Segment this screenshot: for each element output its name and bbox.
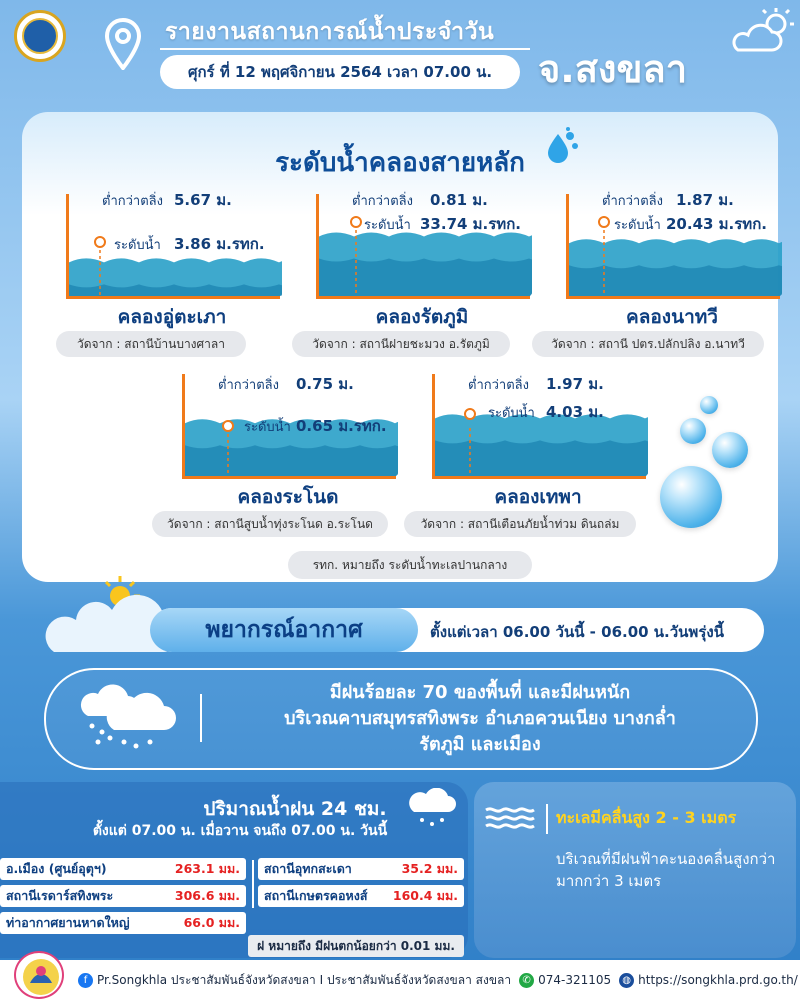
below-bank-label: ต่ำกว่าตลิ่ง — [218, 378, 279, 393]
station-source: วัดจาก : สถานี ปตร.ปลักปลิง อ.นาทวี — [532, 331, 764, 357]
level-value: 3.86 ม.รทก. — [174, 235, 265, 253]
station-source: วัดจาก : สถานีเตือนภัยน้ำท่วม ดินถล่ม — [404, 511, 636, 537]
below-bank-value: 0.81 ม. — [430, 191, 488, 209]
prd-logo — [14, 951, 64, 999]
station-source: วัดจาก : สถานีบ้านบางศาลา — [56, 331, 246, 357]
water-bubble-icon — [712, 432, 748, 468]
rainfall-station: อ.เมือง (ศูนย์อุตุฯ) — [6, 861, 107, 876]
location-pin-icon — [104, 18, 142, 70]
wave-separator — [546, 804, 548, 834]
level-value: 4.03 ม. — [546, 403, 604, 421]
water-splash-icon — [544, 126, 580, 166]
station-name: คลองรัตภูมิ — [375, 306, 469, 328]
provincial-seal-logo — [14, 10, 66, 62]
water-bubble-icon — [700, 396, 718, 414]
footer — [0, 960, 800, 1000]
forecast-line: บริเวณคาบสมุทรสทิงพระ อำเภอควนเนียง บางกล่ำ — [284, 708, 676, 729]
station-ranot — [178, 368, 408, 518]
rainfall-value: 306.6 มม. — [174, 888, 240, 903]
wave-title: ทะเลมีคลื่นสูง 2 - 3 เมตร — [556, 808, 737, 827]
water-bubble-icon — [660, 466, 722, 528]
rainfall-subtitle: ตั้งแต่ 07.00 น. เมื่อวาน จนถึง 07.00 น. วันนี้ — [92, 823, 388, 839]
rainfall-station: สถานีอุทกสะเดา — [264, 861, 352, 876]
level-label: ระดับน้ำ — [488, 406, 535, 421]
forecast-divider — [200, 694, 202, 742]
level-label: ระดับน้ำ — [614, 218, 661, 233]
station-name: คลองอู่ตะเภา — [117, 306, 227, 328]
forecast-line: มีฝนร้อยละ 70 ของพื้นที่ และมีฝนหนัก — [329, 682, 631, 703]
title-underline — [160, 48, 530, 50]
forecast-line: รัตภูมิ และเมือง — [419, 734, 541, 755]
level-marker — [223, 421, 233, 431]
station-rattaphum — [312, 188, 542, 338]
below-bank-label: ต่ำกว่าตลิ่ง — [352, 194, 413, 209]
station-name: คลองระโนด — [237, 486, 339, 508]
rtg-note: รทก. หมายถึง ระดับน้ำทะเลปานกลาง — [288, 551, 532, 579]
phone-icon: ✆ — [519, 973, 534, 988]
station-source: วัดจาก : สถานีสูบน้ำทุ่งระโนด อ.ระโนด — [152, 511, 388, 537]
footer-facebook[interactable]: Pr.Songkhla ประชาสัมพันธ์จังหวัดสงขลา I ประชาสัมพันธ์จังหวัดสงขลา สงขลา — [97, 972, 512, 987]
rainfall-value: 66.0 มม. — [183, 915, 240, 930]
rainfall-title: ปริมาณน้ำฝน 24 ชม. — [203, 798, 387, 820]
level-label: ระดับน้ำ — [114, 238, 161, 253]
below-bank-value: 0.75 ม. — [296, 375, 354, 393]
below-bank-label: ต่ำกว่าตลิ่ง — [468, 378, 529, 393]
rainfall-value: 160.4 มม. — [392, 888, 458, 903]
level-chart — [428, 368, 648, 480]
rainfall-row — [0, 912, 246, 934]
rainfall-separator — [252, 860, 254, 908]
report-date: ศุกร์ ที่ 12 พฤศจิกายน 2564 เวลา 07.00 น. — [160, 55, 520, 89]
footer-website[interactable]: https://songkhla.prd.go.th/ — [638, 973, 798, 987]
below-bank-value: 1.87 ม. — [676, 191, 734, 209]
level-label: ระดับน้ำ — [244, 420, 291, 435]
station-source: วัดจาก : สถานีฝายชะมวง อ.รัตภูมิ — [292, 331, 510, 357]
water-bubble-icon — [680, 418, 706, 444]
level-value: 33.74 ม.รทก. — [420, 215, 521, 233]
level-chart — [312, 188, 532, 300]
below-bank-label: ต่ำกว่าตลิ่ง — [102, 194, 163, 209]
station-name: คลองเทพา — [494, 486, 582, 508]
level-value: 20.43 ม.รทก. — [666, 215, 767, 233]
rainfall-value: 35.2 มม. — [401, 861, 458, 876]
station-name: คลองนาทวี — [626, 306, 718, 328]
forecast-text — [210, 680, 750, 758]
level-label: ระดับน้ำ — [364, 218, 411, 233]
level-marker — [465, 409, 475, 419]
level-marker — [351, 217, 361, 227]
forecast-title: พยากรณ์อากาศ — [150, 608, 418, 652]
report-title: รายงานสถานการณ์น้ำประจำวัน — [165, 19, 495, 45]
wave-icon — [484, 804, 540, 832]
rainfall-station: ท่าอากาศยานหาดใหญ่ — [6, 915, 130, 930]
rainfall-row — [258, 858, 464, 880]
forecast-period: ตั้งแต่เวลา 06.00 วันนี้ - 06.00 น.วันพรุ่งนี้ — [430, 623, 724, 641]
below-bank-label: ต่ำกว่าตลิ่ง — [602, 194, 663, 209]
level-value: 0.65 ม.รทก. — [296, 417, 387, 435]
facebook-icon: f — [78, 973, 93, 988]
rainfall-row — [0, 885, 246, 907]
station-na-thawi — [562, 188, 792, 338]
sun-cloud-icon — [728, 6, 796, 54]
below-bank-value: 1.97 ม. — [546, 375, 604, 393]
globe-icon: ◍ — [619, 973, 634, 988]
level-chart — [562, 188, 782, 300]
rainfall-row — [258, 885, 464, 907]
rain-cloud-small-icon — [408, 788, 458, 828]
rainfall-station: สถานีเกษตรคอหงส์ — [264, 888, 368, 903]
level-marker — [95, 237, 105, 247]
station-thepha — [428, 368, 658, 518]
station-u-taphao — [62, 188, 292, 338]
province-name: จ.สงขลา — [538, 47, 688, 91]
wave-text: บริเวณที่มีฝนฟ้าคะนองคลื่นสูงกว่ามากกว่า 3 เมตร — [556, 850, 776, 890]
below-bank-value: 5.67 ม. — [174, 191, 232, 209]
rainfall-value: 263.1 มม. — [174, 861, 240, 876]
rainfall-row — [0, 858, 246, 880]
level-marker — [599, 217, 609, 227]
rainfall-note: ฝ หมายถึง มีฝนตกน้อยกว่า 0.01 มม. — [248, 935, 464, 957]
canal-section-title: ระดับน้ำคลองสายหลัก — [275, 148, 525, 178]
rainfall-station: สถานีเรดาร์สทิงพระ — [6, 888, 114, 903]
footer-phone[interactable]: 074-321105 — [538, 973, 612, 987]
rain-cloud-icon — [80, 680, 176, 752]
